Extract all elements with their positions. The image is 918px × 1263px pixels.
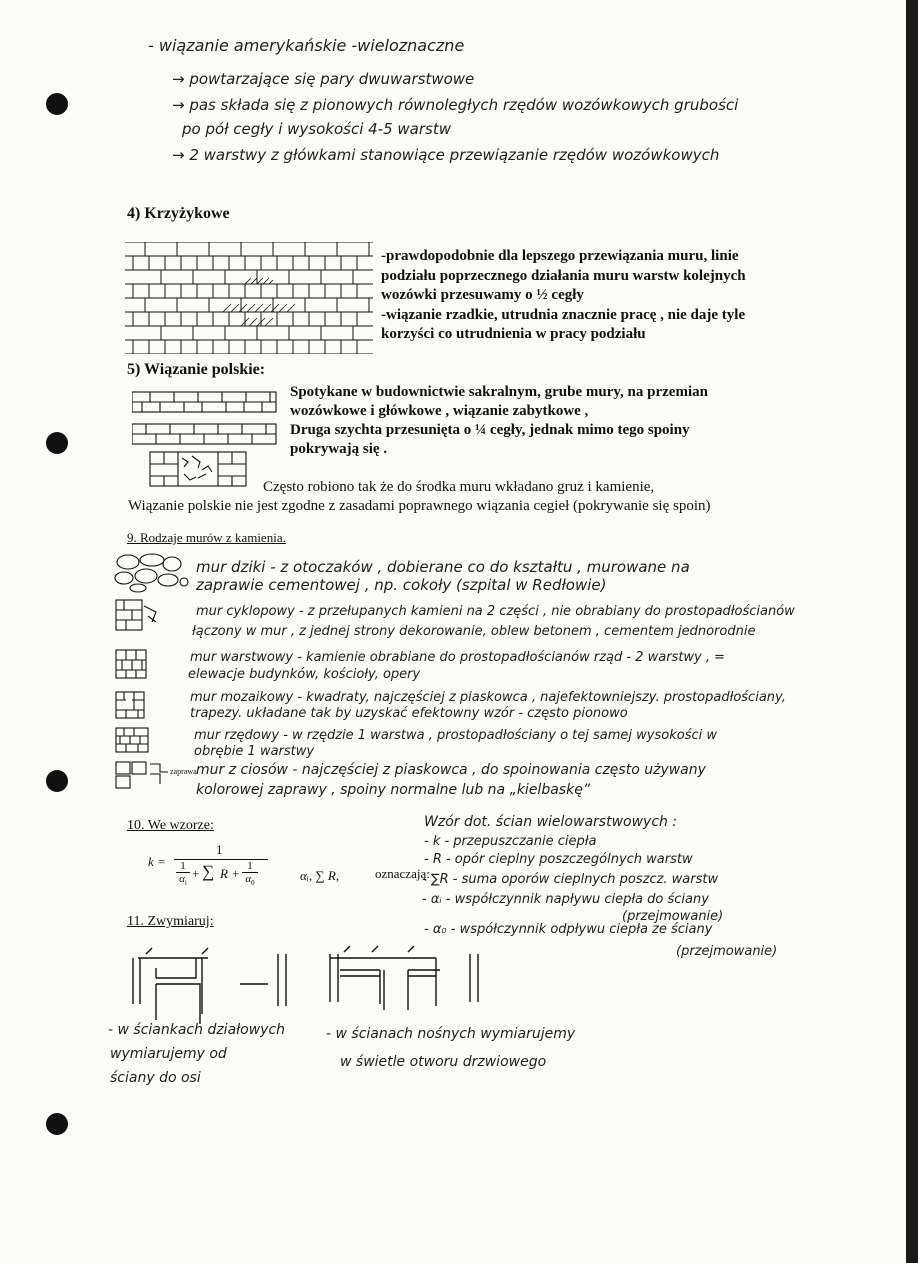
formula-small-fraction-2: 1 $\alpha_0$ [242,860,258,887]
formula-k: k = [148,854,166,869]
stone-wall-line: kolorowej zaprawy , spoiny normalne lub na „kielbaskę” [196,782,591,798]
section-5-line: Spotykane w budownictwie sakralnym, grube mury, na przemian [290,384,708,400]
american-bond-heading: - wiązanie amerykańskie -wieloznaczne [148,36,465,55]
formula-explanation-line: - αᵢ - współczynnik napływu ciepła do ściany [422,892,709,907]
section-11-title: 11. Zwymiaruj: [127,914,214,929]
dimension-note-right: - w ścianach nośnych wymiarujemy [326,1026,576,1042]
section-5-line: pokrywają się . [290,441,388,457]
formula-symbols: αᵢ, ∑ R, [300,868,340,883]
dimension-note-right: w świetle otworu drzwiowego [340,1054,547,1070]
formula-explanation-line: (przejmowanie) [676,944,778,959]
stone-wall-line: mur dziki - z otoczaków , dobierane co do kształtu , murowane na [196,558,690,576]
dimension-diagram-partition [128,944,298,1024]
section-4-title: 4) Krzyżykowe [127,205,230,222]
formula-explanation-line: - ∑R - suma oporów cieplnych poszcz. warstw [422,872,719,887]
dimension-note-left: ściany do osi [110,1070,201,1086]
formula-explanation-title: Wzór dot. ścian wielowarstwowych : [424,814,678,830]
section-10-title: 10. We wzorze: [127,818,214,833]
formula-explanation-line: - k - przepuszczanie ciepła [424,834,597,849]
formula-small-fraction: 1 $\alpha_i$ [176,860,190,887]
note-line: → 2 warstwy z główkami stanowiące przewiązanie rzędów wozówkowych [172,146,720,164]
stone-wall-line: mur rzędowy - w rzędzie 1 warstwa , prostopadłościany o tej samej wysokości w [194,728,717,743]
polish-bond-diagram [132,390,278,490]
scan-edge [906,0,918,1263]
formula-explanation-line: (przejmowanie) [622,909,724,924]
stone-wall-line: mur cyklopowy - z przełupanych kamieni na 2 części , nie obrabiany do prostopadłościanów [196,604,795,619]
stone-wall-line: trapezy. układane tak by uzyskać efektowny wzór - często pionowo [190,706,628,721]
formula-explanation-line: - α₀ - współczynnik odpływu ciepła ze ściany [424,922,713,937]
formula-sum: ∑ [202,862,215,881]
section-5-line: Druga szychta przesunięta o ¼ cegły, jednak mimo tego spoiny [290,422,690,438]
binder-hole [46,770,68,792]
stone-wall-icons [114,552,194,792]
section-4-line: korzyści co utrudnienia w pracy podziału [381,326,646,342]
binder-hole [46,1113,68,1135]
section-4-line: -prawdopodobnie dla lepszego przewiązania muru, linie [381,248,739,264]
dimension-note-left: wymiarujemy od [110,1046,227,1062]
heat-transfer-formula: k = 1 1 $\alpha_i$ + ∑ R + 1 $\alpha_0$ [148,842,288,892]
stone-wall-line: obrębie 1 warstwy [194,744,315,759]
cross-bond-wall-diagram [125,242,373,354]
section-5-line: wozówkowe i główkowe , wiązanie zabytkowe , [290,403,589,419]
stone-wall-line: łączony w mur , z jednej strony dekorowanie, oblew betonem , cementem jednorodnie [192,624,756,639]
note-line: → powtarzające się pary dwuwarstwowe [172,70,475,88]
stone-wall-line: mur mozaikowy - kwadraty, najczęściej z piaskowca , najefektowniejszy. prostopadłościany, [190,690,786,705]
section-4-line: podziału poprzecznego działania muru warstw kolejnych [381,268,746,284]
dimension-diagram-loadbearing [324,940,484,1020]
note-line: po pół cegły i wysokości 4-5 warstw [182,120,451,138]
binder-hole [46,93,68,115]
section-4-line: wozówki przesuwamy o ½ cegły [381,287,584,303]
stone-wall-line: zaprawie cementowej , np. cokoły (szpital w Redłowie) [196,576,607,594]
stone-wall-line: mur warstwowy - kamienie obrabiane do prostopadłościanów rząd - 2 warstwy , = [190,650,726,665]
dimension-note-left: - w ściankach działowych [108,1022,286,1038]
stone-wall-line: mur z ciosów - najczęściej z piaskowca , do spoinowania często używany [196,762,706,778]
section-9-title: 9. Rodzaje murów z kamienia. [127,530,286,545]
formula-r: R [220,866,228,881]
section-5-note: Wiązanie polskie nie jest zgodne z zasadami poprawnego wiązania cegieł (pokrywanie się spoin) [128,498,711,514]
binder-hole [46,432,68,454]
stone-wall-line: elewacje budynków, kościoły, opery [188,667,421,682]
section-5-note: Często robiono tak że do środka muru wkładano gruz i kamienie, [263,479,655,495]
section-4-line: -wiązanie rzadkie, utrudnia znacznie pracę , nie daje tyle [381,307,746,323]
formula-numerator: 1 [216,842,223,857]
section-5-title: 5) Wiązanie polskie: [127,361,266,378]
formula-means: oznaczają: [375,866,430,881]
note-line: → pas składa się z pionowych równoległych rzędów wozówkowych grubości [172,96,739,114]
formula-explanation-line: - R - opór cieplny poszczególnych warstw [424,852,693,867]
zaprawa-label: zaprawa [170,767,197,776]
